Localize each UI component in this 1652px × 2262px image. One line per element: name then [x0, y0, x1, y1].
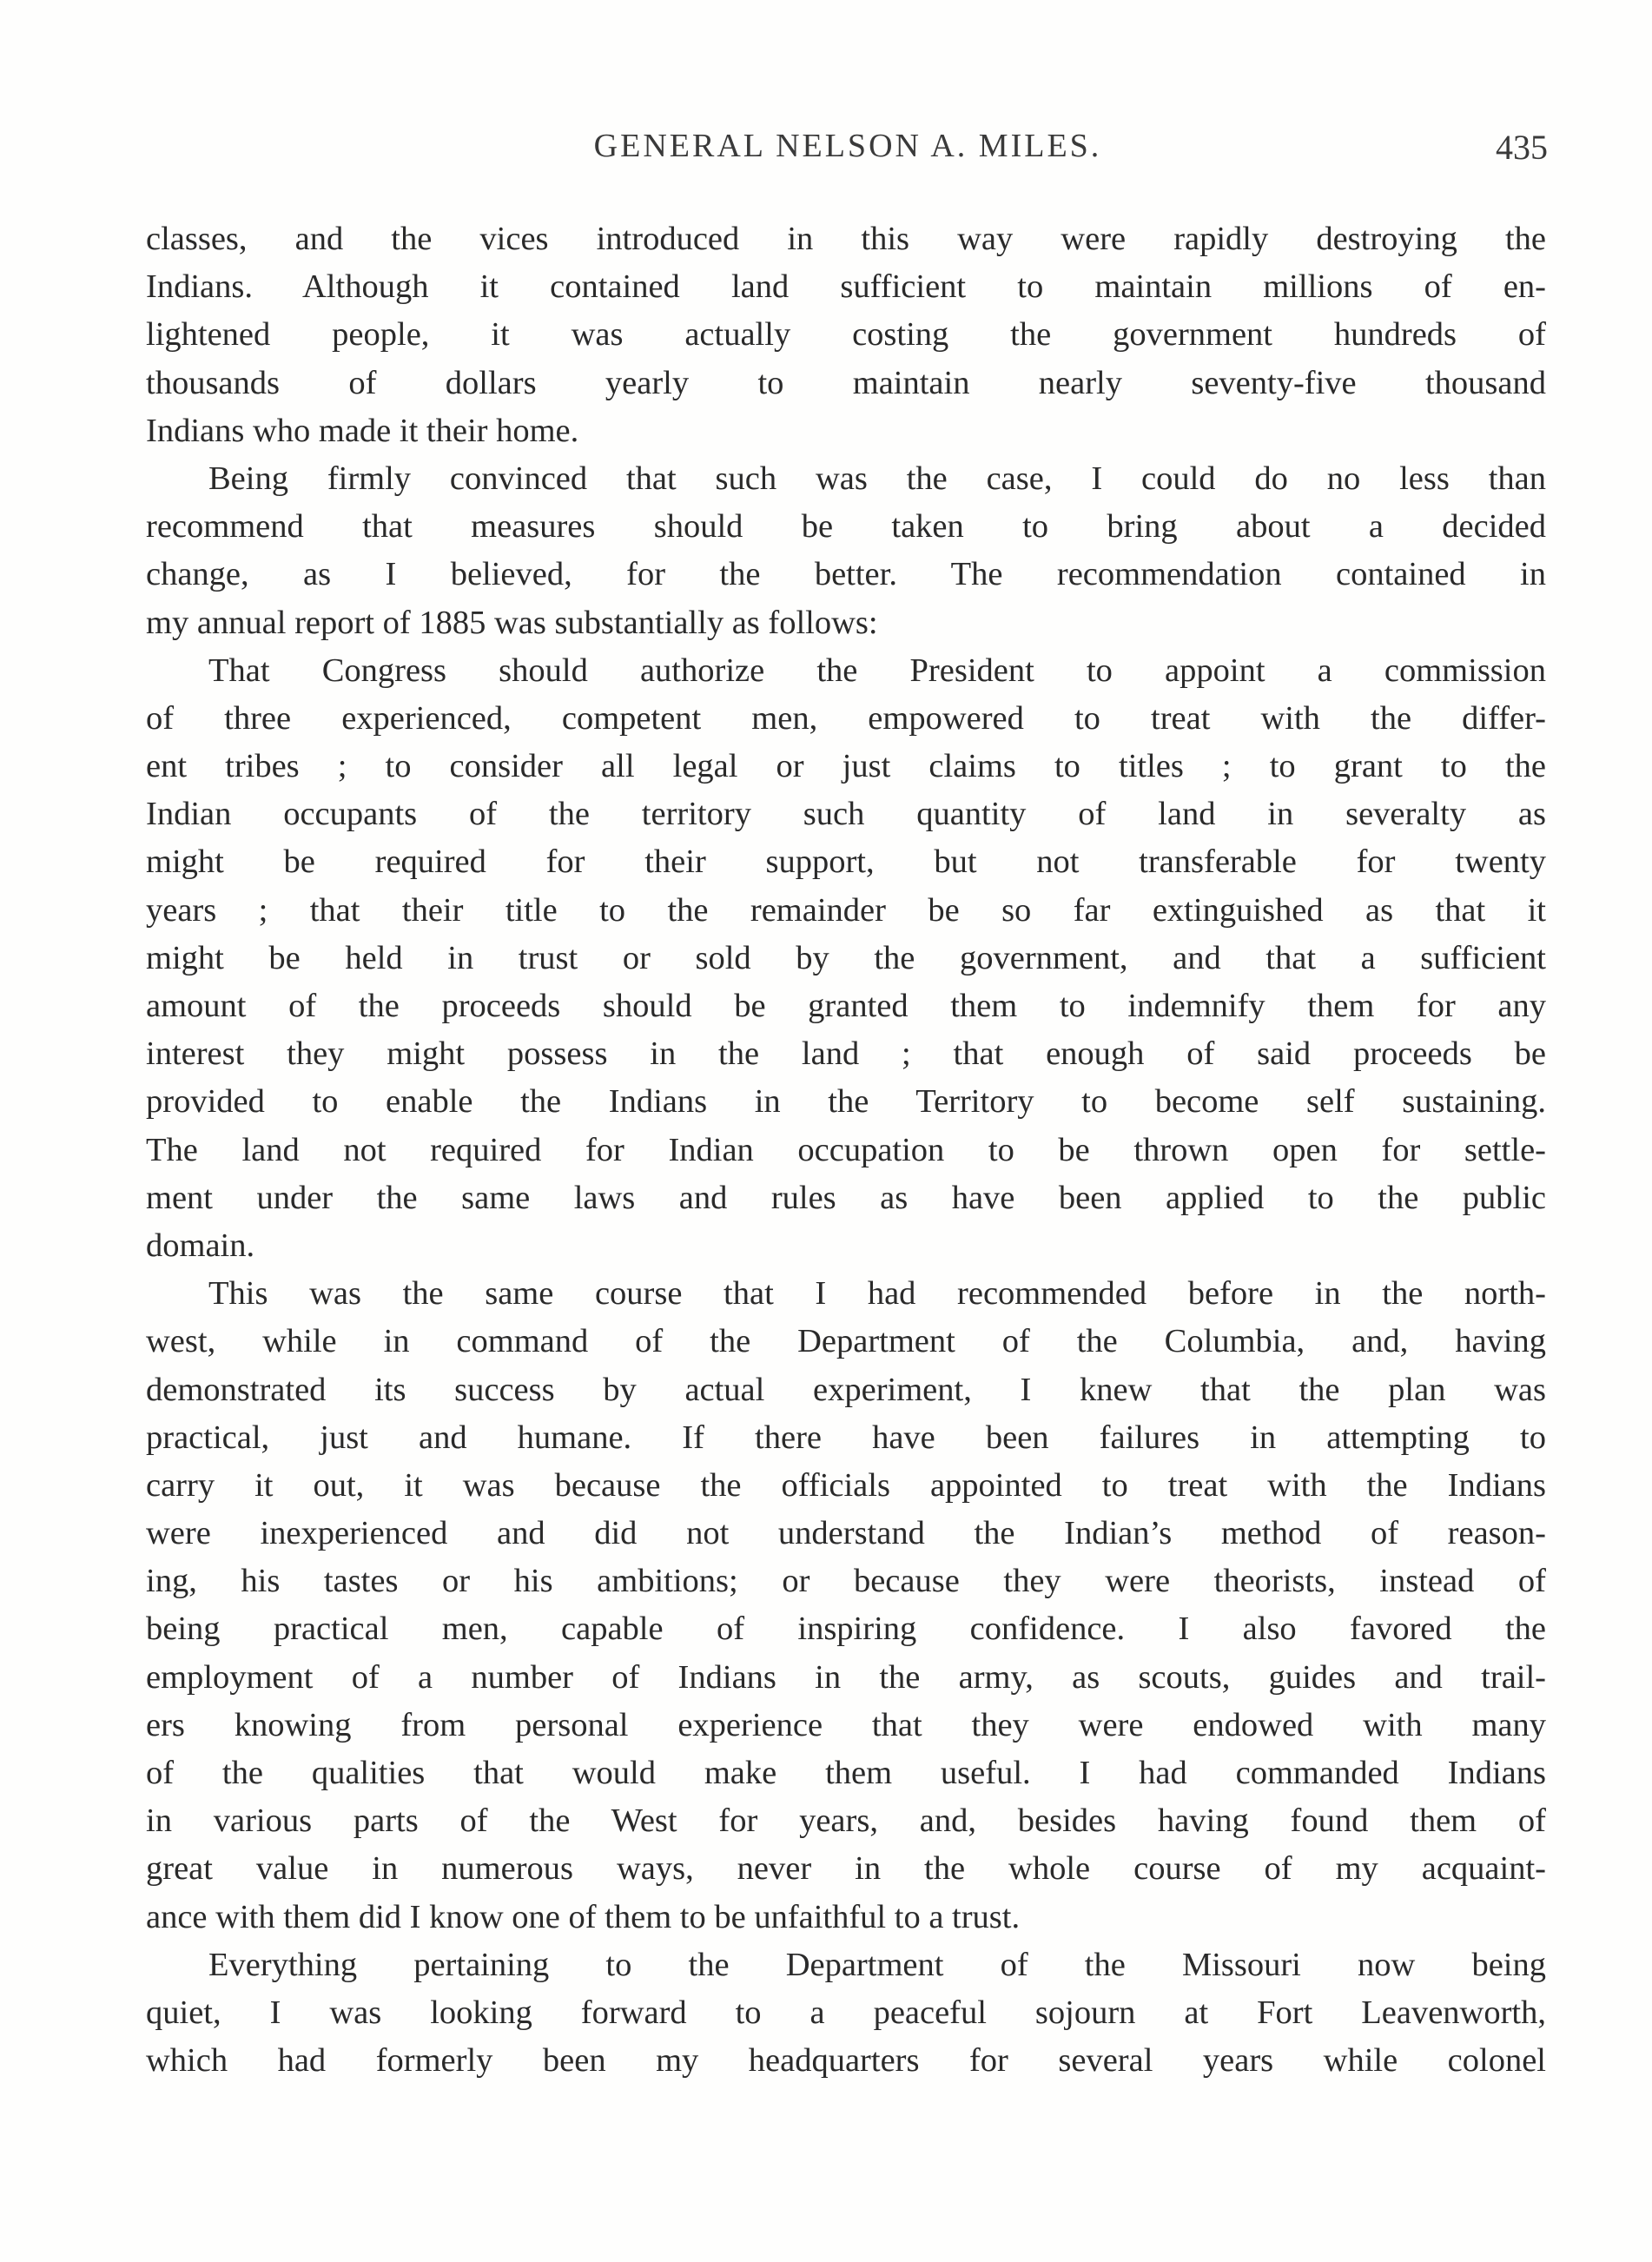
text-line: were inexperienced and did not understand the Indian’s method of reason-	[146, 1515, 1546, 1552]
text-line: ment under the same laws and rules as have been applied to the public	[146, 1179, 1546, 1216]
text-line: of three experienced, competent men, empowered to treat with the differ-	[146, 699, 1546, 737]
text-line: carry it out, it was because the officials appointed to treat with the Indians	[146, 1466, 1546, 1504]
text-line: my annual report of 1885 was substantially as follows:	[146, 604, 878, 641]
running-head: GENERAL NELSON A. MILES.	[593, 128, 1102, 164]
text-line: recommend that measures should be taken to bring about a decided	[146, 508, 1546, 546]
text-line: Indians who made it their home.	[146, 412, 579, 449]
text-line: This was the same course that I had recommended before in the north-	[208, 1275, 1546, 1313]
text-line: The land not required for Indian occupation to be thrown open for settle-	[146, 1131, 1546, 1168]
text-line: thousands of dollars yearly to maintain nearly seventy-five thousand	[146, 364, 1546, 401]
text-line: ance with them did I know one of them to be unfaithful to a trust.	[146, 1898, 1021, 1935]
text-line: classes, and the vices introduced in this way were rapidly destroying the	[146, 221, 1546, 257]
page-number: 435	[1496, 128, 1548, 167]
text-line: which had formerly been my headquarters for several years while colonel	[146, 2042, 1546, 2080]
text-line: domain.	[146, 1227, 255, 1264]
text-line: quiet, I was looking forward to a peaceful sojourn at Fort Leavenworth,	[146, 1994, 1546, 2031]
page-header	[148, 127, 1548, 179]
text-line: amount of the proceeds should be granted them to indemnify them for any	[146, 988, 1546, 1024]
text-line: might be required for their support, but not transferable for twenty	[146, 843, 1546, 881]
text-line: west, while in command of the Department of the Columbia, and, having	[146, 1323, 1546, 1360]
text-line: in various parts of the West for years, and, besides having found them of	[146, 1802, 1546, 1840]
text-line: Being firmly convinced that such was the case, I could do no less than	[208, 460, 1546, 497]
text-line: Everything pertaining to the Department of the Missouri now being	[208, 1946, 1546, 1983]
text-line: Indian occupants of the territory such quantity of land in severalty as	[146, 796, 1546, 833]
text-line: great value in numerous ways, never in the whole course of my acquaint-	[146, 1850, 1546, 1888]
text-line: demonstrated its success by actual experiment, I knew that the plan was	[146, 1371, 1546, 1408]
text-line: ers knowing from personal experience that they were endowed with many	[146, 1706, 1546, 1743]
text-line: might be held in trust or sold by the government, and that a sufficient	[146, 939, 1546, 976]
text-line: interest they might possess in the land ; that enough of said proceeds be	[146, 1035, 1546, 1073]
text-line: years ; that their title to the remainder be so far extinguished as that it	[146, 891, 1546, 929]
body-text	[146, 215, 1546, 2085]
text-line: change, as I believed, for the better. The recommendation contained in	[146, 556, 1546, 593]
text-line: practical, just and humane. If there have been failures in attempting to	[146, 1419, 1546, 1456]
text-line: lightened people, it was actually costing the government hundreds of	[146, 316, 1546, 354]
text-line: That Congress should authorize the President to appoint a commission	[208, 651, 1546, 689]
text-line: Indians. Although it contained land sufficient to maintain millions of en-	[146, 268, 1546, 306]
text-line: ent tribes ; to consider all legal or just claims to titles ; to grant to the	[146, 748, 1546, 785]
text-line: being practical men, capable of inspiring confidence. I also favored the	[146, 1611, 1546, 1648]
text-line: provided to enable the Indians in the Territory to become self sustaining.	[146, 1083, 1546, 1121]
text-line: ing, his tastes or his ambitions; or because they were theorists, instead of	[146, 1563, 1546, 1600]
text-line: employment of a number of Indians in the army, as scouts, guides and trail-	[146, 1658, 1546, 1696]
text-line: of the qualities that would make them useful. I had commanded Indians	[146, 1755, 1546, 1791]
